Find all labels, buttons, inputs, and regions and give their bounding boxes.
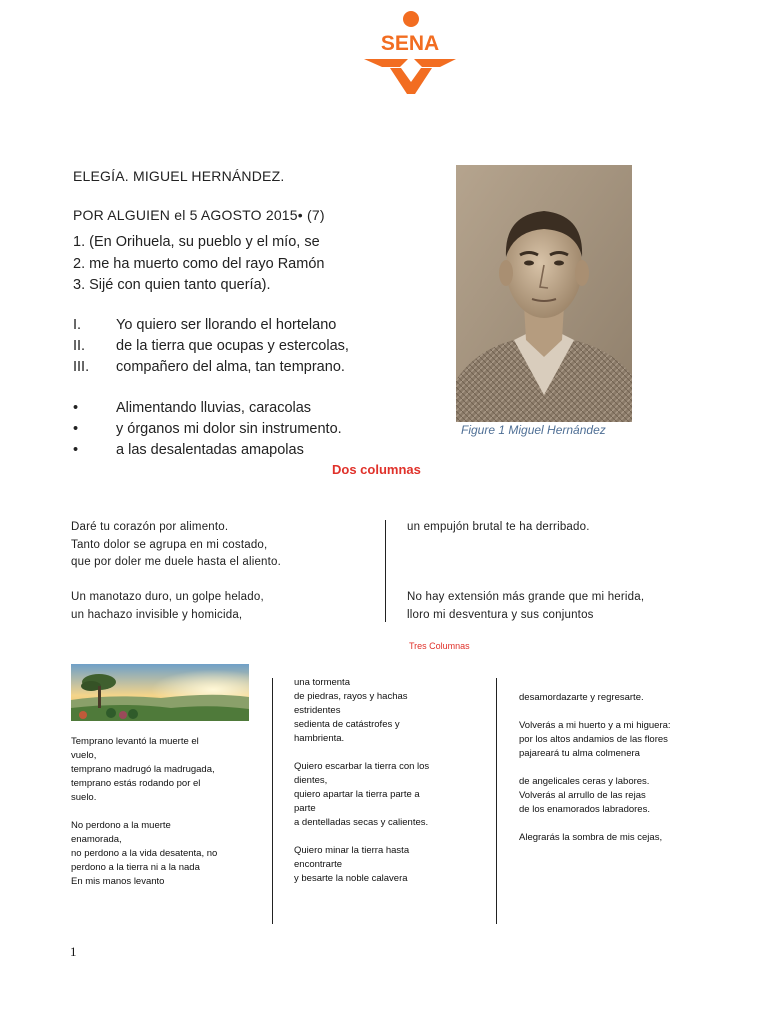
verse-line: encontrarte xyxy=(294,859,343,870)
bullet-marker: • xyxy=(73,442,79,458)
verse-line: perdono a la tierra ni a la nada xyxy=(71,862,200,873)
list-marker: III. xyxy=(73,359,90,375)
verse-line: En mis manos levanto xyxy=(71,876,165,887)
two-columns-left xyxy=(71,519,281,624)
verse-line: hambrienta. xyxy=(294,733,345,744)
three-columns-heading: Tres Columnas xyxy=(409,641,470,651)
verse-line: Daré tu corazón por alimento. xyxy=(71,521,229,533)
verse-line: Volverás al arrullo de las rejas xyxy=(519,790,646,801)
verse-line: No perdono a la muerte xyxy=(71,820,171,831)
portrait-photo xyxy=(456,165,632,422)
verse-line: que por doler me duele hasta el aliento. xyxy=(71,556,282,568)
figure-caption: Figure 1 Miguel Hernández xyxy=(461,423,606,437)
verse-line: quiero apartar la tierra parte a xyxy=(294,789,420,800)
sena-logo xyxy=(360,10,460,100)
sena-logo-text: SENA xyxy=(380,32,440,55)
numbered-line: 3. Sijé con quien tanto quería). xyxy=(73,277,271,293)
three-columns-col3 xyxy=(519,691,719,845)
verse-line: Quiero escarbar la tierra con los xyxy=(294,761,430,772)
list-text: de la tierra que ocupas y estercolas, xyxy=(116,338,349,354)
verse-line: vuelo, xyxy=(71,750,97,761)
list-text: y órganos mi dolor sin instrumento. xyxy=(116,421,342,437)
verse-line: por los altos andamios de las flores xyxy=(519,734,668,745)
three-columns-col1 xyxy=(71,735,266,889)
verse-line: lloro mi desventura y sus conjuntos xyxy=(407,608,594,621)
column-divider xyxy=(385,520,386,622)
list-text: Yo quiero ser llorando el hortelano xyxy=(116,317,337,333)
verse-line: un empujón brutal te ha derribado. xyxy=(407,521,590,533)
verse-line: de angelicales ceras y labores. xyxy=(519,776,650,787)
verse-line: Volverás a mi huerto y a mi higuera: xyxy=(519,720,671,731)
list-marker: I. xyxy=(73,317,82,333)
verse-line: y besarte la noble calavera xyxy=(294,873,408,884)
verse-line: Tanto dolor se agrupa en mi costado, xyxy=(71,538,268,551)
bullet-marker: • xyxy=(73,421,79,437)
verse-line: no perdono a la vida desatenta, no xyxy=(71,848,218,859)
verse-line: un hachazo invisible y homicida, xyxy=(71,608,243,621)
verse-line: a dentelladas secas y calientes. xyxy=(294,817,429,828)
three-columns-col2 xyxy=(294,676,489,886)
list-marker: II. xyxy=(73,338,86,354)
verse-line: No hay extensión más grande que mi herida, xyxy=(407,591,645,603)
two-columns-right xyxy=(407,589,644,624)
list-text: a las desalentadas amapolas xyxy=(116,442,304,458)
verse-line: sedienta de catástrofes y xyxy=(294,719,400,730)
bullet-marker: • xyxy=(73,400,79,416)
verse-line: estridentes xyxy=(294,705,341,716)
two-columns-heading: Dos columnas xyxy=(332,462,421,477)
list-text: compañero del alma, tan temprano. xyxy=(116,359,345,375)
verse-line: temprano madrugó la madrugada, xyxy=(71,764,215,775)
verse-line: desamordazarte y regresarte. xyxy=(519,692,644,703)
landscape-image xyxy=(71,664,249,721)
verse-line: suelo. xyxy=(71,792,97,803)
verse-line: parte xyxy=(294,803,316,814)
list-text: Alimentando lluvias, caracolas xyxy=(116,400,312,416)
verse-line: de piedras, rayos y hachas xyxy=(294,691,408,702)
verse-line: temprano estás rodando por el xyxy=(71,778,201,789)
verse-line: pajareará tu alma colmenera xyxy=(519,748,640,759)
numbered-line: 1. (En Orihuela, su pueblo y el mío, se xyxy=(73,234,320,250)
column-divider xyxy=(496,678,497,924)
verse-line: Temprano levantó la muerte el xyxy=(71,736,199,747)
verse-line: Un manotazo duro, un golpe helado, xyxy=(71,591,264,603)
numbered-line: 2. me ha muerto como del rayo Ramón xyxy=(73,256,325,272)
verse-line: dientes, xyxy=(294,775,328,786)
byline: POR ALGUIEN el 5 AGOSTO 2015• (7) xyxy=(73,207,325,223)
column-divider xyxy=(272,678,273,924)
verse-line: una tormenta xyxy=(294,677,350,688)
verse-line: Quiero minar la tierra hasta xyxy=(294,845,410,856)
document-title: ELEGÍA. MIGUEL HERNÁNDEZ. xyxy=(73,168,285,184)
verse-line: Alegrarás la sombra de mis cejas, xyxy=(519,832,663,843)
verse-line: de los enamorados labradores. xyxy=(519,804,650,815)
verse-line: enamorada, xyxy=(71,834,122,845)
page-number: 1 xyxy=(70,944,77,959)
